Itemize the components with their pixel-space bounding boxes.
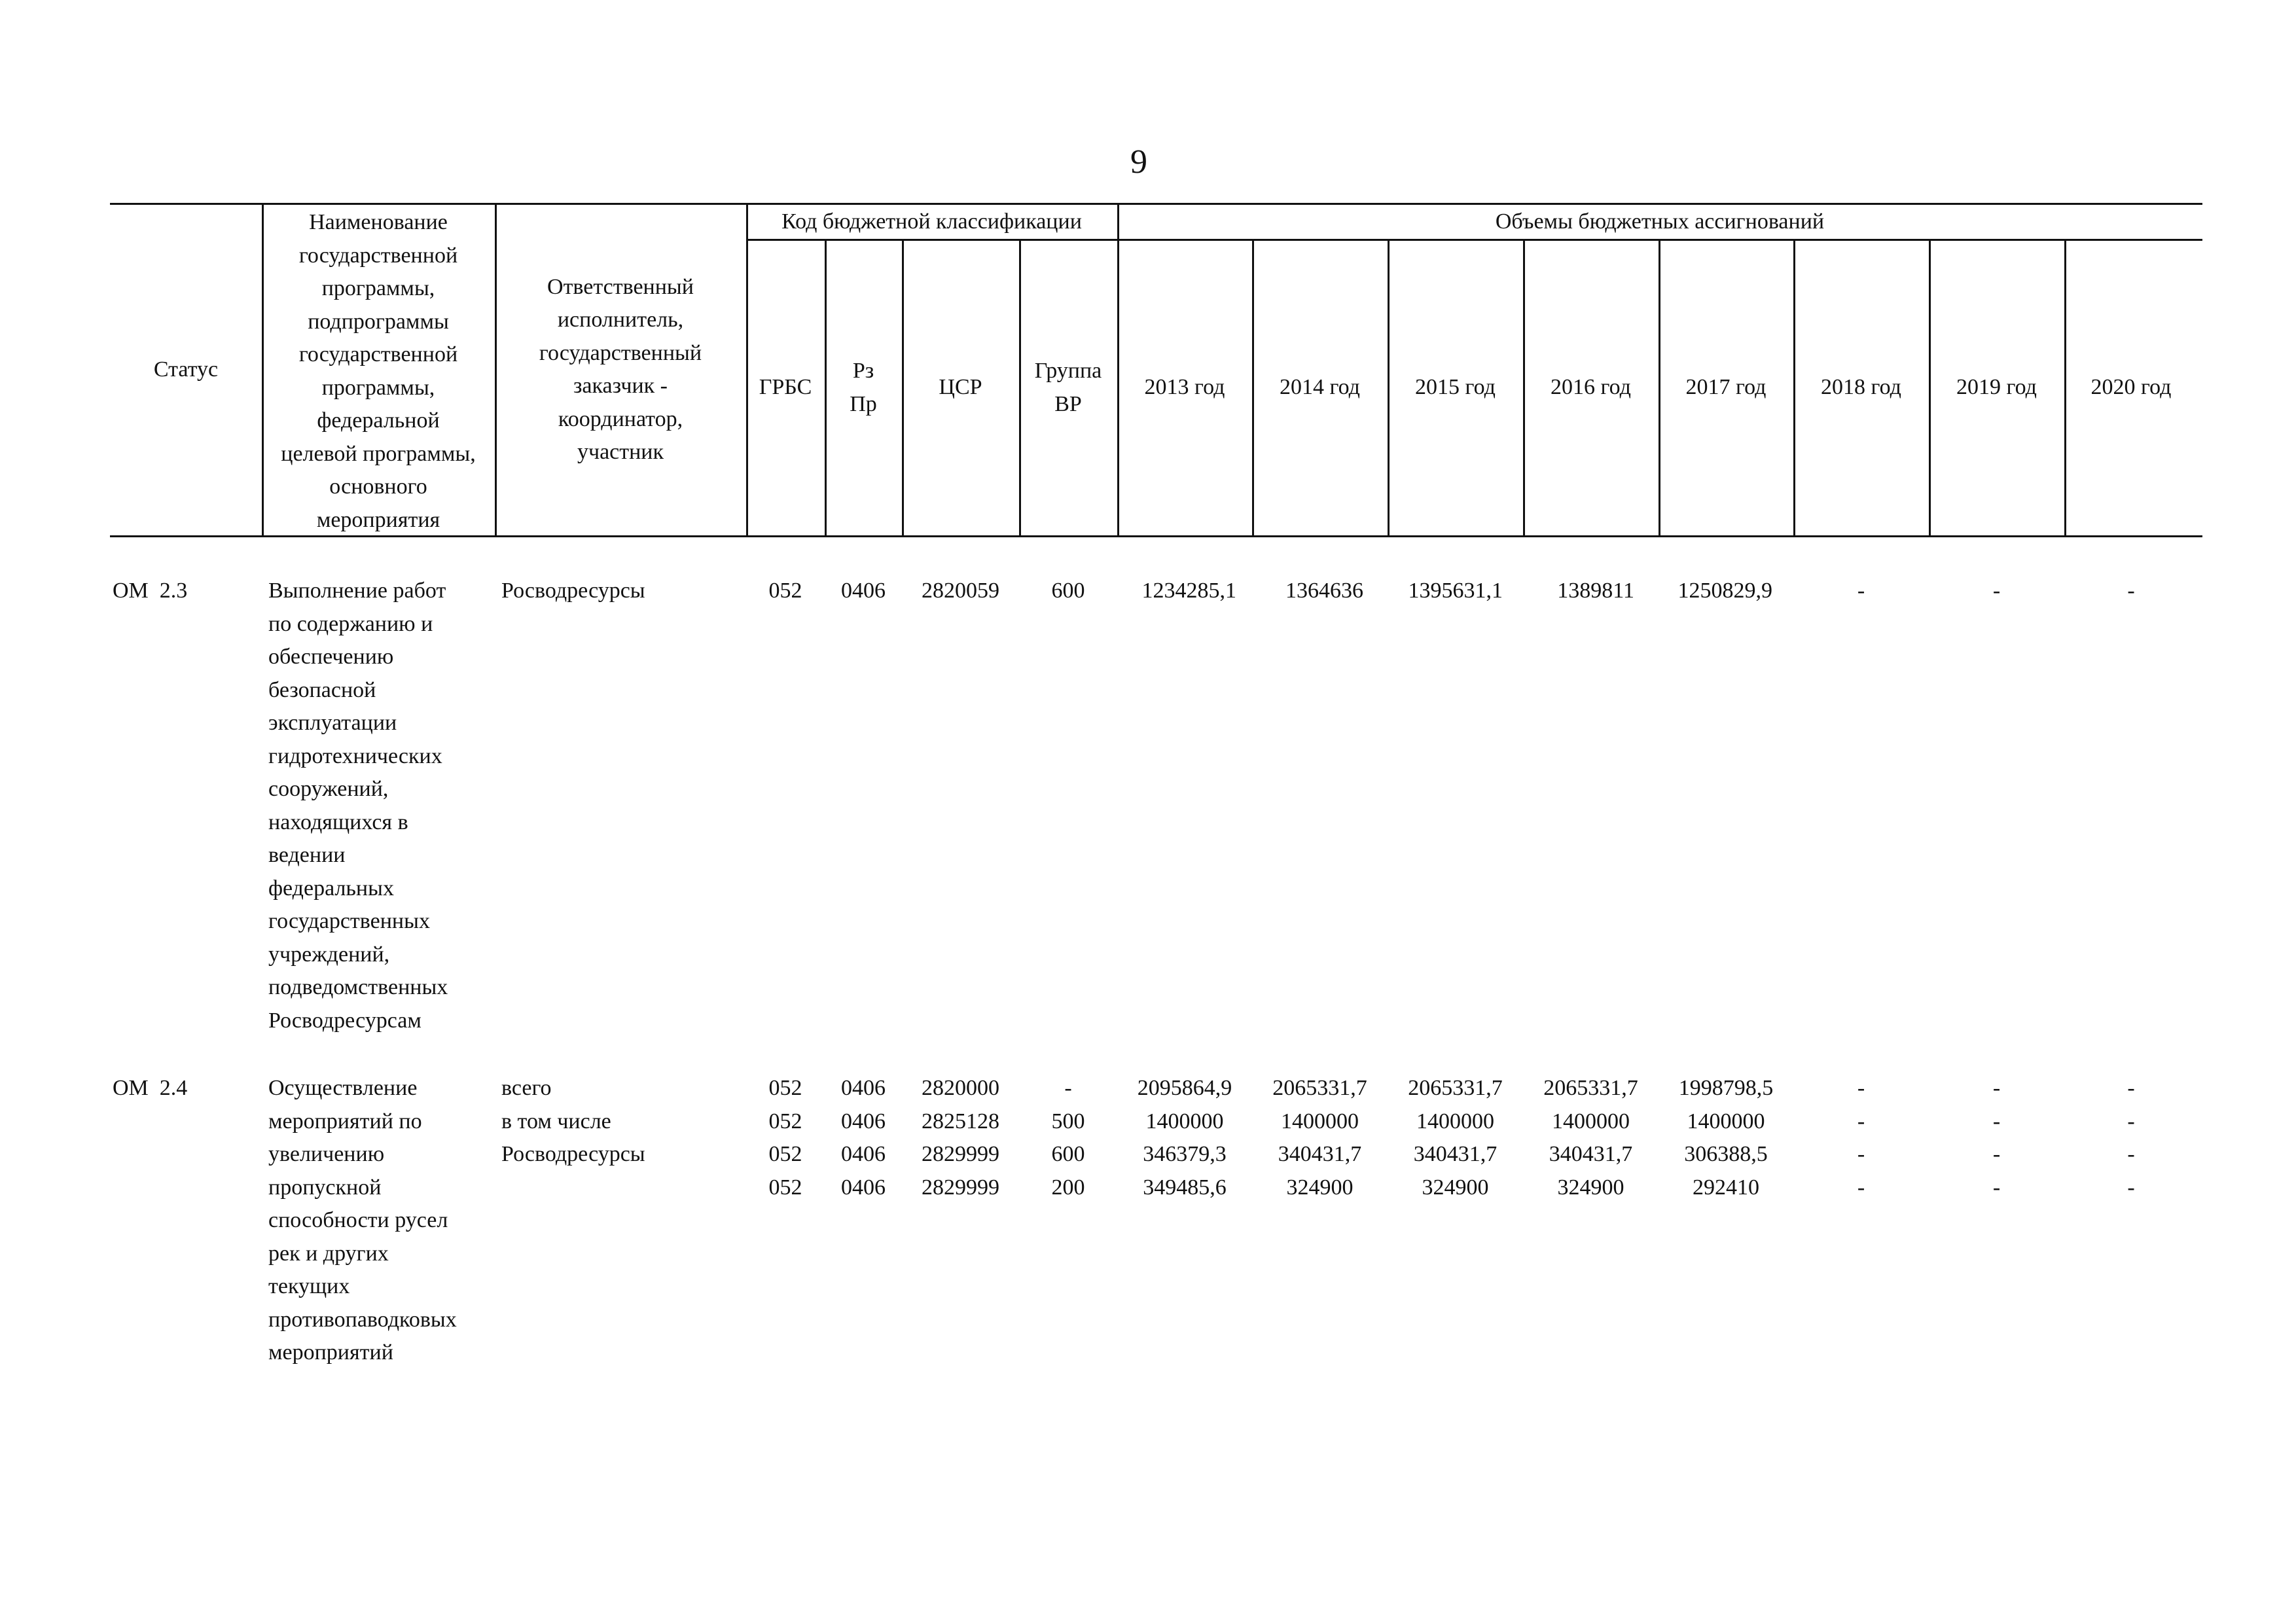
header-year-2013: 2013 год — [1144, 375, 1225, 400]
row-value-2014: 2065331,7 1400000 340431,7 324900 — [1272, 1076, 1367, 1200]
row-value-2016: 1389811 — [1557, 579, 1634, 603]
row-program-name: Выполнение работ по содержанию и обеспечению безопасной эксплуатации гидротехнических сооружений, находящихся в ведении федеральных государственных учреждений, подведомственных Росводресурсам — [268, 579, 448, 1033]
header-grbs: ГРБС — [759, 375, 812, 400]
header-volumes-group: Объемы бюджетных ассигнований — [1495, 209, 1825, 234]
row-value-2020: - - - - — [2127, 1076, 2135, 1200]
row-value-2019: - — [1992, 579, 2001, 603]
header-year-2020: 2020 год — [2090, 375, 2172, 400]
row-vr: 600 — [1051, 579, 1085, 603]
header-year-2018: 2018 год — [1821, 375, 1901, 400]
row-grbs: 052 — [768, 579, 802, 603]
header-year-2016: 2016 год — [1551, 375, 1631, 400]
header-year-2017: 2017 год — [1685, 375, 1767, 400]
header-rzpr: Рз Пр — [850, 359, 877, 416]
row-grbs: 052 052 052 052 — [768, 1076, 802, 1200]
row-vr: - 500 600 200 — [1051, 1076, 1085, 1200]
header-budget-code-group: Код бюджетной классификации — [781, 209, 1082, 234]
header-executor: Ответственный исполнитель, государственный заказчик - координатор, участник — [539, 274, 702, 464]
row-value-2014: 1364636 — [1285, 579, 1363, 603]
row-executor: всего в том числе Росводресурсы — [501, 1076, 645, 1166]
row-value-2019: - - - - — [1992, 1076, 2001, 1200]
row-program-name: Осуществление мероприятий по увеличению пропускной способности русел рек и других текущих противопаводковых мероприятий — [268, 1076, 457, 1364]
table-top-border — [110, 203, 2202, 205]
header-program-name: Наименование государственной программы, подпрограммы государственной программы, федеральной целевой программы, основного мероприятия — [281, 210, 476, 532]
row-value-2015: 2065331,7 1400000 340431,7 324900 — [1408, 1076, 1503, 1200]
row-value-2017: 1250829,9 — [1677, 579, 1772, 603]
header-csr: ЦСР — [939, 375, 982, 400]
row-value-2017: 1998798,5 1400000 306388,5 292410 — [1678, 1076, 1774, 1200]
header-status: Статус — [153, 357, 219, 382]
row-status: ОМ 2.4 — [113, 1076, 188, 1100]
page-number: 9 — [1130, 143, 1147, 181]
row-executor: Росводресурсы — [501, 579, 645, 603]
row-value-2018: - - - - — [1857, 1076, 1865, 1200]
row-status: ОМ 2.3 — [113, 579, 188, 603]
row-value-2013: 1234285,1 — [1141, 579, 1236, 603]
row-value-2013: 2095864,9 1400000 346379,3 349485,6 — [1137, 1076, 1232, 1200]
row-value-2015: 1395631,1 — [1408, 579, 1503, 603]
row-value-2020: - — [2127, 579, 2135, 603]
header-year-2014: 2014 год — [1280, 375, 1360, 400]
row-csr: 2820059 — [922, 579, 999, 603]
header-vr: Группа ВР — [1034, 359, 1102, 416]
row-value-2016: 2065331,7 1400000 340431,7 324900 — [1543, 1076, 1638, 1200]
header-year-2019: 2019 год — [1956, 375, 2037, 400]
row-rzpr: 0406 0406 0406 0406 — [841, 1076, 886, 1200]
row-csr: 2820000 2825128 2829999 2829999 — [922, 1076, 999, 1200]
header-year-2015: 2015 год — [1415, 375, 1496, 400]
row-value-2018: - — [1857, 579, 1865, 603]
row-rzpr: 0406 — [841, 579, 886, 603]
